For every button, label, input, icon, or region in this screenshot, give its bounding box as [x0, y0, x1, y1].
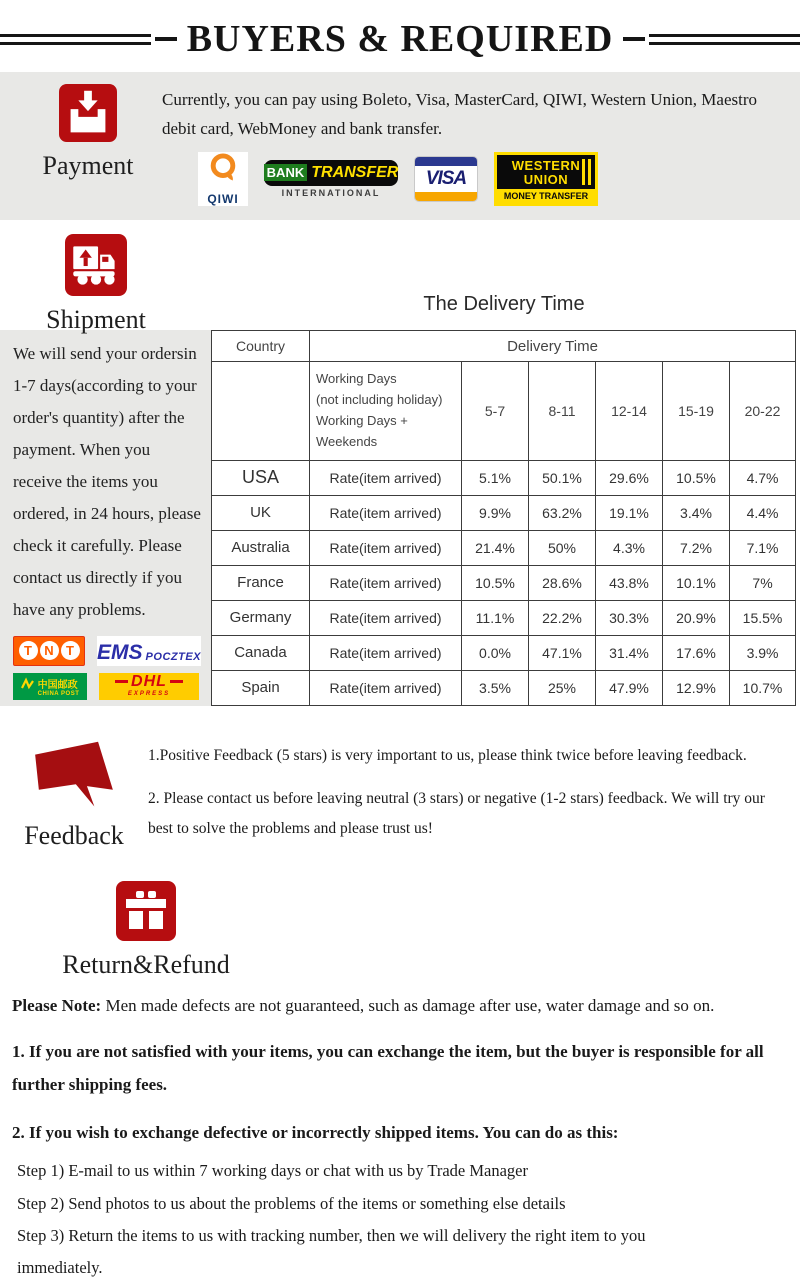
rate-value-cell: 50.1% [529, 460, 596, 495]
rate-value-cell: 21.4% [462, 530, 529, 565]
working-days-line: Working Days + Weekends [316, 411, 459, 453]
qiwi-label: QIWI [207, 192, 238, 206]
country-cell: France [212, 565, 310, 600]
shipment-body [0, 330, 800, 706]
tnt-letter: T [19, 641, 38, 660]
dhl-express-text: EXPRESS [128, 690, 170, 698]
china-post-cn-text: 中国邮政 [38, 676, 80, 691]
return-notes [12, 992, 788, 1284]
rate-value-cell: 50% [529, 530, 596, 565]
rate-value-cell: 4.7% [730, 460, 796, 495]
speech-bubble-icon [24, 799, 124, 816]
payment-section [0, 72, 800, 220]
return-point-2: 2. If you wish to exchange defective or incorrectly shipped items. You can do as this: [12, 1117, 784, 1149]
visa-gold-bar [415, 192, 477, 201]
rate-value-cell: 17.6% [663, 635, 730, 670]
rate-value-cell: 10.1% [663, 565, 730, 600]
feedback-section [0, 730, 800, 851]
feedback-point-1: 1.Positive Feedback (5 stars) is very important to us, please think twice before leaving feedback. [148, 744, 792, 769]
rate-value-cell: 47.9% [596, 670, 663, 705]
rate-label-cell: Rate(item arrived) [310, 600, 462, 635]
payment-icon-block [36, 84, 140, 212]
tnt-letter: T [61, 641, 80, 660]
rate-value-cell: 7.1% [730, 530, 796, 565]
rate-value-cell: 20.9% [663, 600, 730, 635]
please-note-text: Men made defects are not guaranteed, such as damage after use, water damage and so on. [101, 996, 714, 1015]
shipment-header [0, 234, 800, 330]
please-note-line [12, 992, 788, 1021]
wu-bar-decor [588, 159, 591, 185]
visa-logo [414, 156, 478, 202]
bank-transfer-logo [264, 160, 398, 198]
return-refund-label: Return&Refund [36, 950, 256, 980]
feedback-point-2: 2. Please contact us before leaving neutral (3 stars) or negative (1-2 stars) feedback. We will try our best to solve the problems and please trust us! [148, 784, 792, 843]
china-post-emblem-icon [21, 677, 35, 696]
rate-label-cell: Rate(item arrived) [310, 670, 462, 705]
empty-cell [212, 362, 310, 460]
rate-label-cell: Rate(item arrived) [310, 565, 462, 600]
feedback-label: Feedback [0, 821, 148, 851]
table-subheader-row [212, 362, 796, 460]
title-rule-right [623, 34, 800, 45]
working-days-line: Working Days [316, 369, 459, 390]
return-steps [12, 1155, 680, 1284]
rate-value-cell: 4.3% [596, 530, 663, 565]
country-cell: UK [212, 495, 310, 530]
rate-label-cell: Rate(item arrived) [310, 530, 462, 565]
return-step: Step 1) E-mail to us within 7 working days or chat with us by Trade Manager [12, 1155, 680, 1187]
western-union-logo [494, 152, 598, 206]
rate-value-cell: 43.8% [596, 565, 663, 600]
dhl-logo [99, 673, 199, 700]
return-refund-section [36, 881, 256, 980]
please-note-bold: Please Note: [12, 996, 101, 1015]
rate-value-cell: 25% [529, 670, 596, 705]
rate-value-cell: 11.1% [462, 600, 529, 635]
table-row [212, 530, 796, 565]
payment-description: Currently, you can pay using Boleto, Visa, MasterCard, QIWI, Western Union, Maestro debit card, WebMoney and bank transfer. [162, 86, 776, 144]
visa-blue-bar [415, 157, 477, 166]
rate-value-cell: 19.1% [596, 495, 663, 530]
shipment-icon-block [36, 234, 156, 335]
working-days-line: (not including holiday) [316, 390, 459, 411]
title-rule-left [0, 34, 177, 45]
rate-value-cell: 12.9% [663, 670, 730, 705]
feedback-icon-block [0, 730, 148, 851]
shipment-note-panel [0, 330, 211, 706]
country-cell: Germany [212, 600, 310, 635]
return-step: Step 3) Return the items to us with tracking number, then we will delivery the right item to you immediately. [12, 1220, 680, 1284]
bank-transfer-word1: BANK [264, 164, 308, 181]
wu-word2: UNION [497, 173, 595, 187]
qiwi-logo [198, 152, 248, 206]
wu-bar-decor [582, 159, 585, 185]
working-days-header-cell [310, 362, 462, 460]
delivery-time-table [211, 330, 796, 706]
country-cell: USA [212, 460, 310, 495]
day-range-cell: 12-14 [596, 362, 663, 460]
return-step: Step 2) Send photos to us about the problems of the items or something else details [12, 1188, 680, 1220]
rate-value-cell: 63.2% [529, 495, 596, 530]
ems-wordmark: EMS [97, 644, 143, 663]
truck-icon [65, 283, 127, 300]
rate-value-cell: 10.5% [462, 565, 529, 600]
day-range-cell: 20-22 [730, 362, 796, 460]
wu-word1: WESTERN [497, 159, 595, 173]
table-row [212, 635, 796, 670]
rate-value-cell: 9.9% [462, 495, 529, 530]
ems-pocztex-logo [97, 636, 201, 666]
rate-value-cell: 4.4% [730, 495, 796, 530]
delivery-time-title: The Delivery Time [212, 293, 796, 316]
shipment-label: Shipment [36, 305, 156, 335]
rate-value-cell: 22.2% [529, 600, 596, 635]
visa-wordmark: VISA [415, 166, 477, 192]
rate-value-cell: 15.5% [730, 600, 796, 635]
country-header-cell: Country [212, 331, 310, 362]
country-cell: Canada [212, 635, 310, 670]
bank-transfer-subtitle: INTERNATIONAL [264, 188, 398, 198]
rate-value-cell: 3.9% [730, 635, 796, 670]
rate-value-cell: 0.0% [462, 635, 529, 670]
rate-value-cell: 28.6% [529, 565, 596, 600]
qiwi-icon [206, 151, 240, 192]
table-row [212, 600, 796, 635]
bank-transfer-word2: TRANSFER [311, 164, 398, 182]
rate-value-cell: 5.1% [462, 460, 529, 495]
country-cell: Australia [212, 530, 310, 565]
table-header-row [212, 331, 796, 362]
rate-value-cell: 3.4% [663, 495, 730, 530]
pocztex-wordmark: POCZTEX [146, 651, 201, 663]
rate-label-cell: Rate(item arrived) [310, 635, 462, 670]
tnt-logo [13, 636, 85, 666]
rate-value-cell: 10.5% [663, 460, 730, 495]
day-range-cell: 15-19 [663, 362, 730, 460]
page-header [0, 0, 800, 68]
table-row [212, 670, 796, 705]
gift-box-icon [116, 928, 176, 945]
payment-inbox-icon [59, 129, 117, 146]
delivery-header-cell: Delivery Time [310, 331, 796, 362]
rate-value-cell: 7% [730, 565, 796, 600]
table-row [212, 565, 796, 600]
rate-value-cell: 10.7% [730, 670, 796, 705]
rate-value-cell: 47.1% [529, 635, 596, 670]
rate-label-cell: Rate(item arrived) [310, 460, 462, 495]
dhl-bar-decor [115, 680, 128, 683]
return-point-1: 1. If you are not satisfied with your items, you can exchange the item, but the buyer is responsible for all further shipping fees. [12, 1036, 784, 1101]
wu-subtitle: MONEY TRANSFER [497, 189, 595, 203]
china-post-logo [13, 673, 87, 700]
rate-value-cell: 30.3% [596, 600, 663, 635]
dhl-bar-decor [170, 680, 183, 683]
tnt-letter: N [40, 641, 59, 660]
china-post-en-text: CHINA POST [38, 691, 80, 697]
dhl-wordmark: DHL [131, 674, 167, 690]
payment-logos [198, 152, 786, 206]
payment-label: Payment [36, 151, 140, 181]
day-range-cell: 5-7 [462, 362, 529, 460]
shipment-note: We will send your ordersin 1-7 days(according to your order's quantity) after the payment. When you receive the items you ordered, in 24 hours, please check it carefully. Please contact us directly if you have any problems. [13, 338, 203, 626]
rate-value-cell: 31.4% [596, 635, 663, 670]
rate-label-cell: Rate(item arrived) [310, 495, 462, 530]
day-range-cell: 8-11 [529, 362, 596, 460]
country-cell: Spain [212, 670, 310, 705]
page-title: BUYERS & REQUIRED [187, 17, 614, 61]
rate-value-cell: 29.6% [596, 460, 663, 495]
table-row [212, 460, 796, 495]
rate-value-cell: 3.5% [462, 670, 529, 705]
rate-value-cell: 7.2% [663, 530, 730, 565]
carrier-logos [13, 636, 203, 700]
table-row [212, 495, 796, 530]
